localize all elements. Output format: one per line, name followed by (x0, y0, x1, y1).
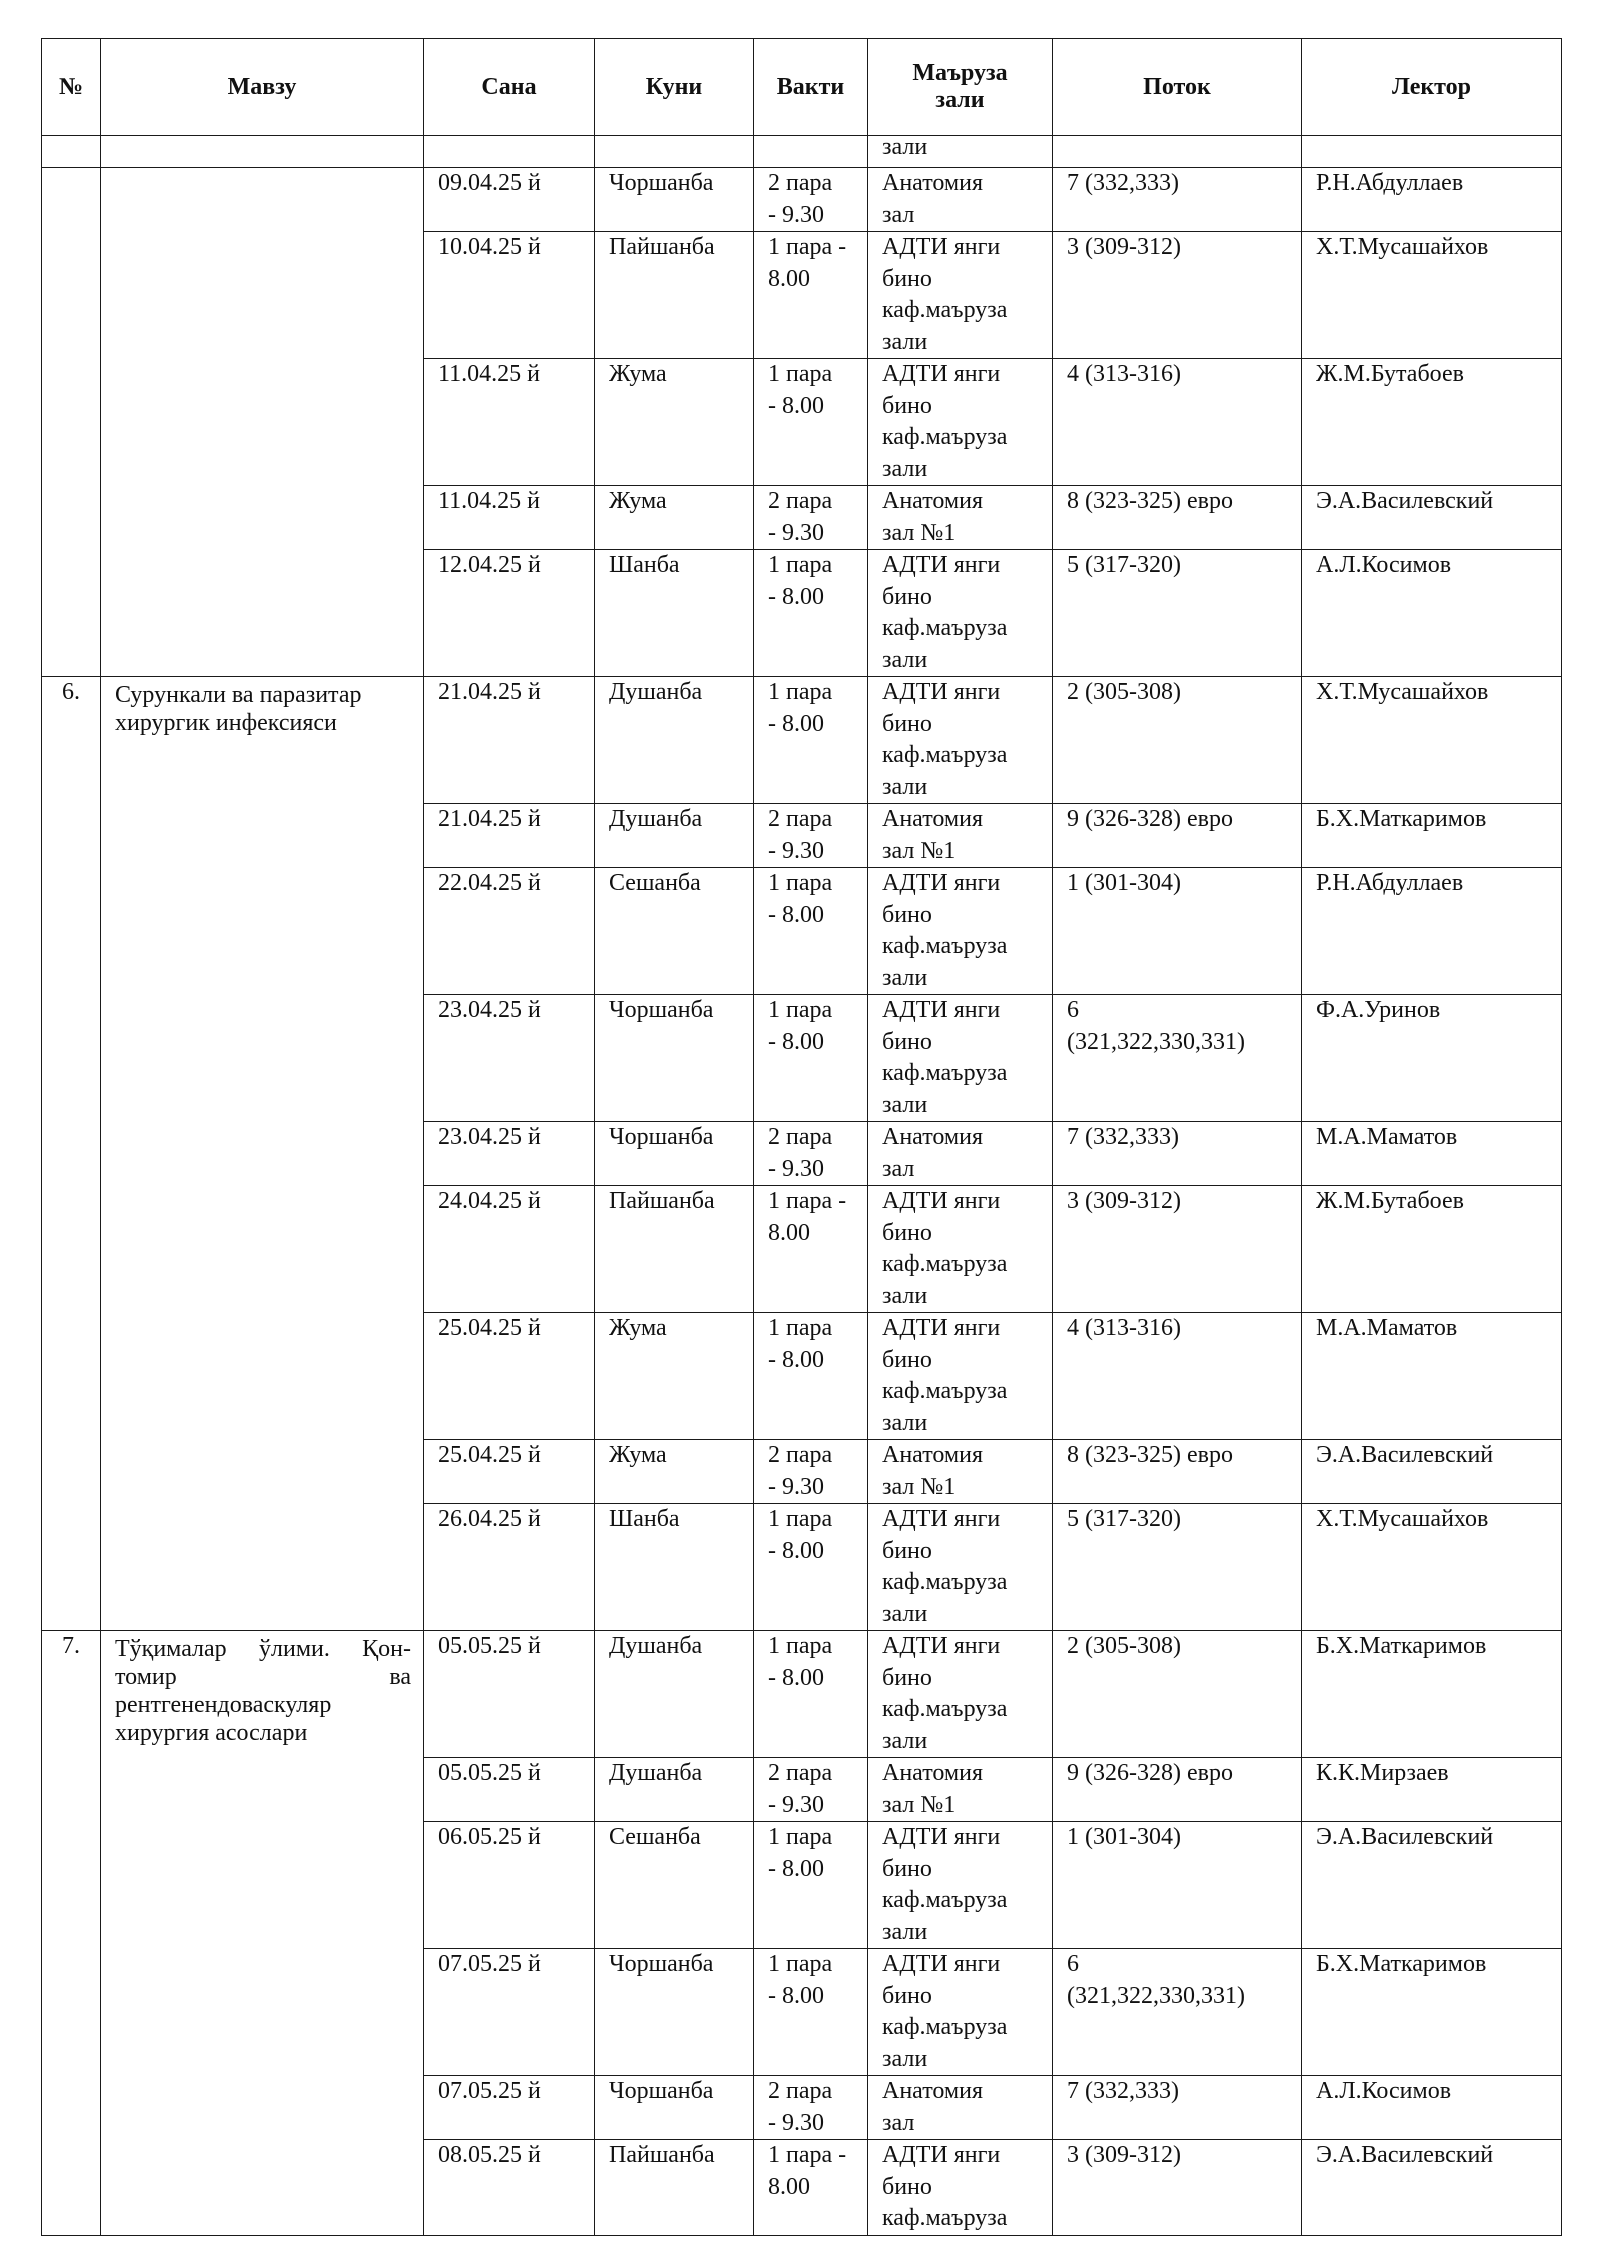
date-cell: 06.05.25 й (424, 1822, 595, 1949)
time-cell: 1 пара - 8.00 (754, 1631, 868, 1758)
header-hall: Маъруза зали (868, 39, 1053, 136)
lecturer-cell: Э.А.Василевский (1302, 1822, 1562, 1949)
day-cell: Шанба (595, 1504, 754, 1631)
date-cell: 12.04.25 й (424, 550, 595, 677)
topic-line: томир ва (115, 1664, 411, 1690)
time-cell: 1 пара - 8.00 (754, 868, 868, 995)
topic-line: Тўқималар ўлими. Қон- (115, 1636, 411, 1662)
lecturer-cell: Э.А.Василевский (1302, 1440, 1562, 1504)
time-cell: 1 пара - 8.00 (754, 1313, 868, 1440)
stream-cell: 9 (326-328) евро (1053, 1758, 1302, 1822)
day-cell: Чоршанба (595, 1122, 754, 1186)
stream-cell: 1 (301-304) (1053, 868, 1302, 995)
date-cell: 25.04.25 й (424, 1313, 595, 1440)
date-cell: 25.04.25 й (424, 1440, 595, 1504)
day-cell: Жума (595, 486, 754, 550)
carry-over-lecturer-cell (1302, 136, 1562, 168)
date-cell: 21.04.25 й (424, 804, 595, 868)
day-cell: Пайшанба (595, 2140, 754, 2236)
day-cell: Чоршанба (595, 995, 754, 1122)
day-cell: Душанба (595, 677, 754, 804)
stream-cell: 7 (332,333) (1053, 2076, 1302, 2140)
date-cell: 26.04.25 й (424, 1504, 595, 1631)
lecturer-cell: Р.Н.Абдуллаев (1302, 168, 1562, 232)
date-cell: 23.04.25 й (424, 995, 595, 1122)
time-cell: 2 пара - 9.30 (754, 1122, 868, 1186)
day-cell: Пайшанба (595, 232, 754, 359)
lecturer-cell: М.А.Маматов (1302, 1313, 1562, 1440)
hall-cell: Анатомия зал (868, 168, 1053, 232)
day-cell: Шанба (595, 550, 754, 677)
time-cell: 1 пара - 8.00 (754, 1186, 868, 1313)
lecturer-cell: Б.Х.Маткаримов (1302, 1949, 1562, 2076)
hall-cell: Анатомия зал №1 (868, 1758, 1053, 1822)
day-cell: Душанба (595, 1631, 754, 1758)
time-cell: 1 пара - 8.00 (754, 1822, 868, 1949)
stream-cell: 3 (309-312) (1053, 232, 1302, 359)
header-day: Куни (595, 39, 754, 136)
stream-cell: 7 (332,333) (1053, 1122, 1302, 1186)
hall-cell: АДТИ янги бино каф.маъруза зали (868, 1949, 1053, 2076)
schedule-page (41, 38, 1562, 2236)
date-cell: 08.05.25 й (424, 2140, 595, 2236)
time-cell: 2 пара - 9.30 (754, 168, 868, 232)
time-cell: 2 пара - 9.30 (754, 486, 868, 550)
topic-line: хирургия асослари (115, 1720, 308, 1746)
day-cell: Пайшанба (595, 1186, 754, 1313)
time-cell: 1 пара - 8.00 (754, 359, 868, 486)
hall-cell: АДТИ янги бино каф.маъруза зали (868, 359, 1053, 486)
topic-text: Сурункали ва паразитар хирургик инфексияси (115, 682, 362, 736)
time-cell: 2 пара - 9.30 (754, 1440, 868, 1504)
time-cell: 2 пара - 9.30 (754, 804, 868, 868)
item-number (42, 168, 101, 677)
header-time: Вакти (754, 39, 868, 136)
hall-cell: АДТИ янги бино каф.маъруза зали (868, 1822, 1053, 1949)
schedule-body (42, 136, 1562, 2236)
time-cell: 1 пара - 8.00 (754, 232, 868, 359)
time-cell: 1 пара - 8.00 (754, 677, 868, 804)
hall-cell: АДТИ янги бино каф.маъруза (868, 2140, 1053, 2236)
day-cell: Жума (595, 1313, 754, 1440)
date-cell: 22.04.25 й (424, 868, 595, 995)
date-cell: 24.04.25 й (424, 1186, 595, 1313)
hall-cell: АДТИ янги бино каф.маъруза зали (868, 1631, 1053, 1758)
header-topic: Мавзу (101, 39, 424, 136)
lecturer-cell: Ж.М.Бутабоев (1302, 1186, 1562, 1313)
topic-cell (101, 168, 424, 677)
lecturer-cell: Ф.А.Уринов (1302, 995, 1562, 1122)
day-cell: Сешанба (595, 868, 754, 995)
lecturer-cell: Р.Н.Абдуллаев (1302, 868, 1562, 995)
stream-cell: 3 (309-312) (1053, 2140, 1302, 2236)
lecture-schedule-table (41, 38, 1562, 2236)
day-cell: Чоршанба (595, 1949, 754, 2076)
table-row (42, 1631, 1562, 1758)
carry-over-hall-cell: зали (868, 136, 1053, 168)
hall-cell: АДТИ янги бино каф.маъруза зали (868, 1504, 1053, 1631)
day-cell: Сешанба (595, 1822, 754, 1949)
time-cell: 2 пара - 9.30 (754, 2076, 868, 2140)
carry-over-date-cell (424, 136, 595, 168)
header-number: № (42, 39, 101, 136)
carry-over-topic-cell (101, 136, 424, 168)
date-cell: 05.05.25 й (424, 1758, 595, 1822)
lecturer-cell: К.К.Мирзаев (1302, 1758, 1562, 1822)
hall-cell: АДТИ янги бино каф.маъруза зали (868, 1313, 1053, 1440)
item-number: 7. (42, 1631, 101, 2236)
stream-cell: 8 (323-325) евро (1053, 486, 1302, 550)
day-cell: Жума (595, 1440, 754, 1504)
lecturer-cell: М.А.Маматов (1302, 1122, 1562, 1186)
stream-cell: 1 (301-304) (1053, 1822, 1302, 1949)
stream-cell: 6 (321,322,330,331) (1053, 995, 1302, 1122)
carry-over-number-cell (42, 136, 101, 168)
stream-cell: 2 (305-308) (1053, 677, 1302, 804)
date-cell: 11.04.25 й (424, 486, 595, 550)
stream-cell: 4 (313-316) (1053, 1313, 1302, 1440)
stream-cell: 9 (326-328) евро (1053, 804, 1302, 868)
hall-cell: АДТИ янги бино каф.маъруза зали (868, 995, 1053, 1122)
date-cell: 07.05.25 й (424, 2076, 595, 2140)
hall-cell: АДТИ янги бино каф.маъруза зали (868, 232, 1053, 359)
stream-cell: 3 (309-312) (1053, 1186, 1302, 1313)
time-cell: 1 пара - 8.00 (754, 550, 868, 677)
header-date: Сана (424, 39, 595, 136)
table-row (42, 168, 1562, 232)
date-cell: 21.04.25 й (424, 677, 595, 804)
lecturer-cell: Э.А.Василевский (1302, 2140, 1562, 2236)
hall-cell: Анатомия зал №1 (868, 486, 1053, 550)
date-cell: 09.04.25 й (424, 168, 595, 232)
stream-cell: 7 (332,333) (1053, 168, 1302, 232)
stream-cell: 5 (317-320) (1053, 1504, 1302, 1631)
stream-cell: 2 (305-308) (1053, 1631, 1302, 1758)
lecturer-cell: А.Л.Косимов (1302, 550, 1562, 677)
hall-cell: АДТИ янги бино каф.маъруза зали (868, 550, 1053, 677)
time-cell: 1 пара - 8.00 (754, 995, 868, 1122)
hall-cell: Анатомия зал №1 (868, 804, 1053, 868)
lecturer-cell: Х.Т.Мусашайхов (1302, 677, 1562, 804)
stream-cell: 8 (323-325) евро (1053, 1440, 1302, 1504)
topic-line: рентгенендоваскуляр (115, 1692, 332, 1718)
stream-cell: 6 (321,322,330,331) (1053, 1949, 1302, 2076)
header-stream: Поток (1053, 39, 1302, 136)
hall-cell: АДТИ янги бино каф.маъруза зали (868, 868, 1053, 995)
date-cell: 10.04.25 й (424, 232, 595, 359)
time-cell: 1 пара - 8.00 (754, 1949, 868, 2076)
day-cell: Чоршанба (595, 2076, 754, 2140)
carry-over-time-cell (754, 136, 868, 168)
date-cell: 07.05.25 й (424, 1949, 595, 2076)
carry-over-row (42, 136, 1562, 168)
hall-cell: Анатомия зал (868, 2076, 1053, 2140)
header-row (42, 39, 1562, 136)
date-cell: 05.05.25 й (424, 1631, 595, 1758)
hall-cell: АДТИ янги бино каф.маъруза зали (868, 677, 1053, 804)
lecturer-cell: Х.Т.Мусашайхов (1302, 1504, 1562, 1631)
hall-cell: Анатомия зал (868, 1122, 1053, 1186)
topic-cell (101, 1631, 424, 2236)
table-row (42, 677, 1562, 804)
time-cell: 1 пара - 8.00 (754, 2140, 868, 2236)
header-lecturer: Лектор (1302, 39, 1562, 136)
day-cell: Чоршанба (595, 168, 754, 232)
day-cell: Душанба (595, 1758, 754, 1822)
stream-cell: 4 (313-316) (1053, 359, 1302, 486)
date-cell: 11.04.25 й (424, 359, 595, 486)
hall-cell: АДТИ янги бино каф.маъруза зали (868, 1186, 1053, 1313)
lecturer-cell: Э.А.Василевский (1302, 486, 1562, 550)
time-cell: 1 пара - 8.00 (754, 1504, 868, 1631)
date-cell: 23.04.25 й (424, 1122, 595, 1186)
carry-over-stream-cell (1053, 136, 1302, 168)
carry-over-day-cell (595, 136, 754, 168)
stream-cell: 5 (317-320) (1053, 550, 1302, 677)
hall-cell: Анатомия зал №1 (868, 1440, 1053, 1504)
lecturer-cell: А.Л.Косимов (1302, 2076, 1562, 2140)
time-cell: 2 пара - 9.30 (754, 1758, 868, 1822)
item-number: 6. (42, 677, 101, 1631)
day-cell: Жума (595, 359, 754, 486)
lecturer-cell: Х.Т.Мусашайхов (1302, 232, 1562, 359)
lecturer-cell: Ж.М.Бутабоев (1302, 359, 1562, 486)
day-cell: Душанба (595, 804, 754, 868)
lecturer-cell: Б.Х.Маткаримов (1302, 804, 1562, 868)
lecturer-cell: Б.Х.Маткаримов (1302, 1631, 1562, 1758)
topic-cell (101, 677, 424, 1631)
